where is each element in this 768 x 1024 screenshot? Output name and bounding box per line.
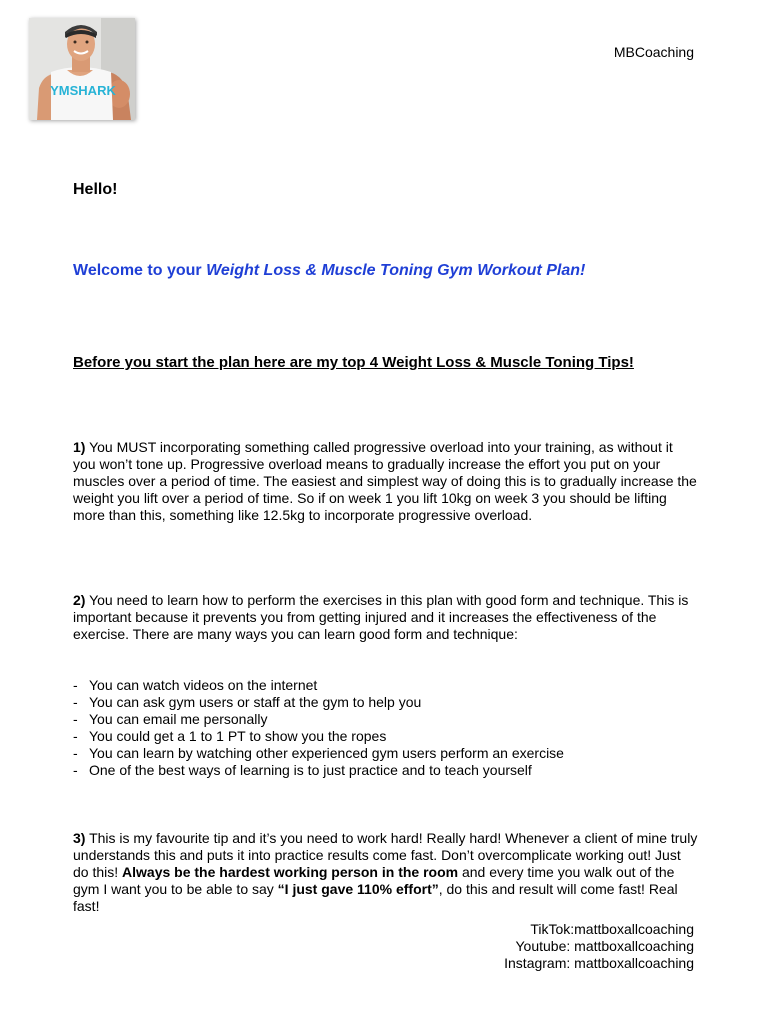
list-item-text: You can learn by watching other experienced gym users perform an exercise <box>89 745 564 761</box>
list-item: - You can watch videos on the internet <box>73 677 318 693</box>
tip-2-number: 2) <box>73 592 86 608</box>
social-contacts <box>504 921 694 972</box>
list-item-text: You can watch videos on the internet <box>89 677 318 693</box>
shirt-logo: YMSHARK <box>50 83 116 98</box>
coach-photo-image <box>29 18 135 120</box>
tip-3-quote: “I just gave 110% effort” <box>277 881 439 897</box>
tip-1 <box>73 439 698 524</box>
tip-2-text: You need to learn how to perform the exercises in this plan with good form and technique. This is important because it prevents you from getting injured and it increases the effectiveness of the exercise. There are many ways you can learn good form and technique: <box>73 592 689 642</box>
welcome-prefix: Welcome to your <box>73 262 207 279</box>
form-tips-list <box>73 677 564 779</box>
list-item: - You could get a 1 to 1 PT to show you the ropes <box>73 728 387 744</box>
coach-photo <box>29 18 135 120</box>
tip-1-number: 1) <box>73 439 86 455</box>
plan-title: Weight Loss & Muscle Toning Gym Workout Plan! <box>206 262 586 279</box>
tip-3-text: This is my favourite tip and it’s you need to work hard! Really hard! Whenever a client of mine truly understands this and puts it into practice results come fast. Don’t overcomplicate working out! Just do this! <box>73 830 698 880</box>
list-item-text: You could get a 1 to 1 PT to show you the ropes <box>89 728 387 744</box>
tip-3-text: , do this and result will come fast! Real fast! <box>73 881 678 914</box>
list-item-text: You can email me personally <box>89 711 268 727</box>
tips-heading: Before you start the plan here are my top 4 Weight Loss & Muscle Toning Tips! <box>73 354 634 371</box>
brand-name: MBCoaching <box>613 44 694 60</box>
tip-3-emphasis: Always be the hardest working person in the room <box>122 864 459 880</box>
list-item-text: One of the best ways of learning is to just practice and to teach yourself <box>89 762 532 778</box>
tiktok-handle: TikTok:mattboxallcoaching <box>530 921 694 937</box>
list-item: - One of the best ways of learning is to just practice and to teach yourself <box>73 762 532 778</box>
tip-3-number: 3) <box>73 830 86 846</box>
list-item-text: You can ask gym users or staff at the gym to help you <box>89 694 422 710</box>
list-item: - You can email me personally <box>73 711 268 727</box>
list-item: - You can learn by watching other experienced gym users perform an exercise <box>73 745 564 761</box>
youtube-handle: Youtube: mattboxallcoaching <box>515 938 694 954</box>
greeting: Hello! <box>73 181 118 198</box>
tip-2 <box>73 592 698 643</box>
tip-1-text: You MUST incorporating something called progressive overload into your training, as without it you won’t tone up. Progressive overload means to gradually increase the effort you put on your muscles over a period of time. The easiest and simplest way of doing this is to gradually increase the weight you lift over a period of time. So if on week 1 you lift 10kg on week 3 you should be lifting more than this, something like 12.5kg to incorporate progressive overload. <box>73 439 697 523</box>
list-item: - You can ask gym users or staff at the gym to help you <box>73 694 422 710</box>
tip-3-text: and every time you walk out of the gym I want you to be able to say <box>73 864 675 897</box>
welcome-heading <box>73 262 585 280</box>
instagram-handle: Instagram: mattboxallcoaching <box>504 955 694 971</box>
tip-3 <box>73 830 698 915</box>
